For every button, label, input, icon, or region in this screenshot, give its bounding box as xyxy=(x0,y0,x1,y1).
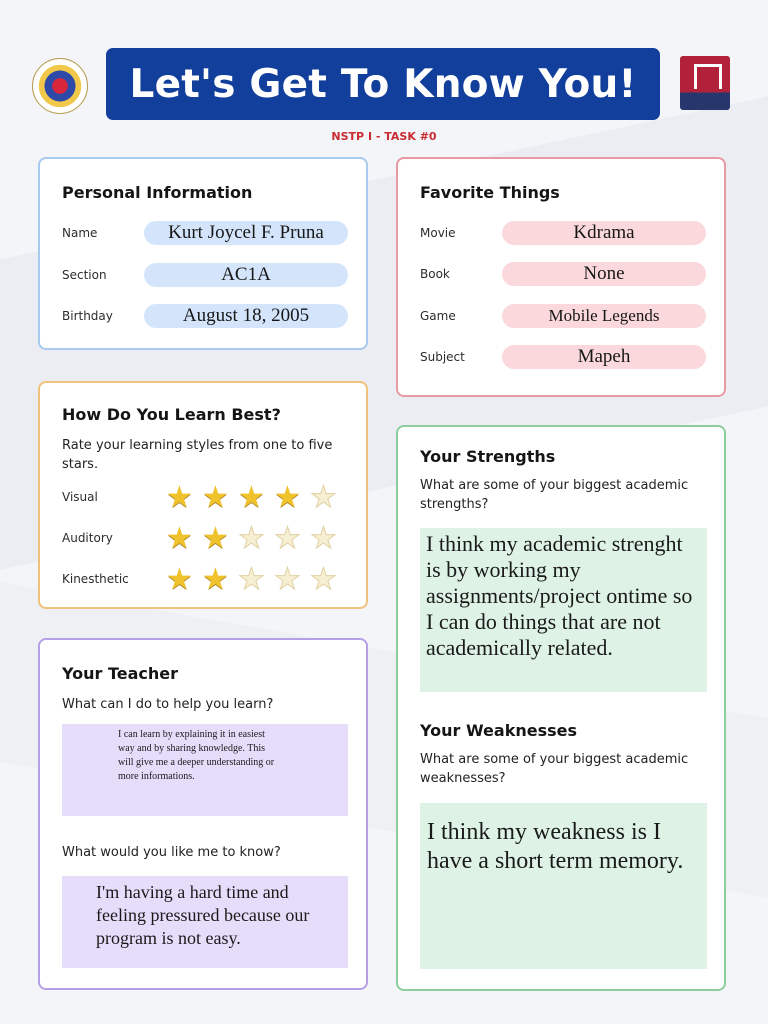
favorite-book-value: None xyxy=(502,262,706,286)
favorite-movie-value: Kdrama xyxy=(502,221,706,245)
weaknesses-answer: I think my weakness is I have a short term memory. xyxy=(427,819,684,874)
favorite-game-value: Mobile Legends xyxy=(502,304,706,328)
auditory-empty-star-icon: ★ xyxy=(274,521,301,556)
teacher-help-answer: I can learn by explaining it in easiest way and by sharing knowledge. This will give me a deeper understanding or more informations. xyxy=(118,729,275,782)
auditory-empty-star-icon: ★ xyxy=(310,521,337,556)
weaknesses-answer-box xyxy=(420,803,707,969)
visual-star-icon: ★ xyxy=(202,480,229,515)
strengths-answer: I think my academic strenght is by working my assignments/project ontime so I can do things that are not academically related. xyxy=(426,531,693,660)
personal-name-value: Kurt Joycel F. Pruna xyxy=(144,221,348,245)
personal-section-label: Section xyxy=(62,268,107,282)
teacher-prompt-know: What would you like me to know? xyxy=(62,845,281,860)
kinesthetic-label: Kinesthetic xyxy=(62,572,129,586)
visual-star-icon: ★ xyxy=(238,480,265,515)
personal-information-heading: Personal Information xyxy=(62,183,253,202)
favorite-movie-label: Movie xyxy=(420,226,456,240)
visual-label: Visual xyxy=(62,490,98,504)
personal-section-value: AC1A xyxy=(144,263,348,287)
teacher-card xyxy=(38,638,368,990)
kinesthetic-star-icon: ★ xyxy=(202,562,229,597)
department-emblem-logo xyxy=(680,56,730,110)
university-seal-logo xyxy=(32,58,88,114)
favorite-subject-value: Mapeh xyxy=(502,345,706,369)
visual-star-icon: ★ xyxy=(274,480,301,515)
auditory-label: Auditory xyxy=(62,531,113,545)
kinesthetic-star-icon: ★ xyxy=(166,562,193,597)
teacher-heading: Your Teacher xyxy=(62,664,179,683)
strengths-heading: Your Strengths xyxy=(420,447,556,466)
kinesthetic-empty-star-icon: ★ xyxy=(238,562,265,597)
visual-empty-star-icon: ★ xyxy=(310,480,337,515)
strengths-answer-box xyxy=(420,528,707,692)
visual-star-icon: ★ xyxy=(166,480,193,515)
learning-heading: How Do You Learn Best? xyxy=(62,405,281,424)
kinesthetic-empty-star-icon: ★ xyxy=(310,562,337,597)
auditory-star-icon: ★ xyxy=(166,521,193,556)
weaknesses-prompt: What are some of your biggest academic weaknesses? xyxy=(420,752,689,786)
learning-instructions: Rate your learning styles from one to five stars. xyxy=(62,438,333,472)
strengths-prompt: What are some of your biggest academic strengths? xyxy=(420,478,689,512)
learning-styles-card xyxy=(38,381,368,609)
teacher-know-answer: I'm having a hard time and feeling pressured because our program is not easy. xyxy=(96,882,310,948)
auditory-rating xyxy=(166,521,346,556)
personal-birthday-value: August 18, 2005 xyxy=(144,304,348,328)
kinesthetic-rating xyxy=(166,562,346,597)
auditory-empty-star-icon: ★ xyxy=(238,521,265,556)
favorite-subject-label: Subject xyxy=(420,350,465,364)
visual-rating xyxy=(166,480,346,515)
favorite-things-card xyxy=(396,157,726,397)
personal-name-label: Name xyxy=(62,226,98,240)
teacher-know-answer-box xyxy=(62,876,348,968)
teacher-help-answer-box xyxy=(62,724,348,816)
personal-birthday-label: Birthday xyxy=(62,309,113,323)
page-title: Let's Get To Know You! xyxy=(106,48,660,120)
favorite-things-heading: Favorite Things xyxy=(420,183,560,202)
kinesthetic-empty-star-icon: ★ xyxy=(274,562,301,597)
weaknesses-heading: Your Weaknesses xyxy=(420,721,577,740)
favorite-game-label: Game xyxy=(420,309,456,323)
teacher-prompt-help: What can I do to help you learn? xyxy=(62,697,274,712)
auditory-star-icon: ★ xyxy=(202,521,229,556)
strengths-weaknesses-card xyxy=(396,425,726,991)
page-subtitle: NSTP I - TASK #0 xyxy=(331,130,437,143)
favorite-book-label: Book xyxy=(420,267,450,281)
personal-information-card xyxy=(38,157,368,350)
